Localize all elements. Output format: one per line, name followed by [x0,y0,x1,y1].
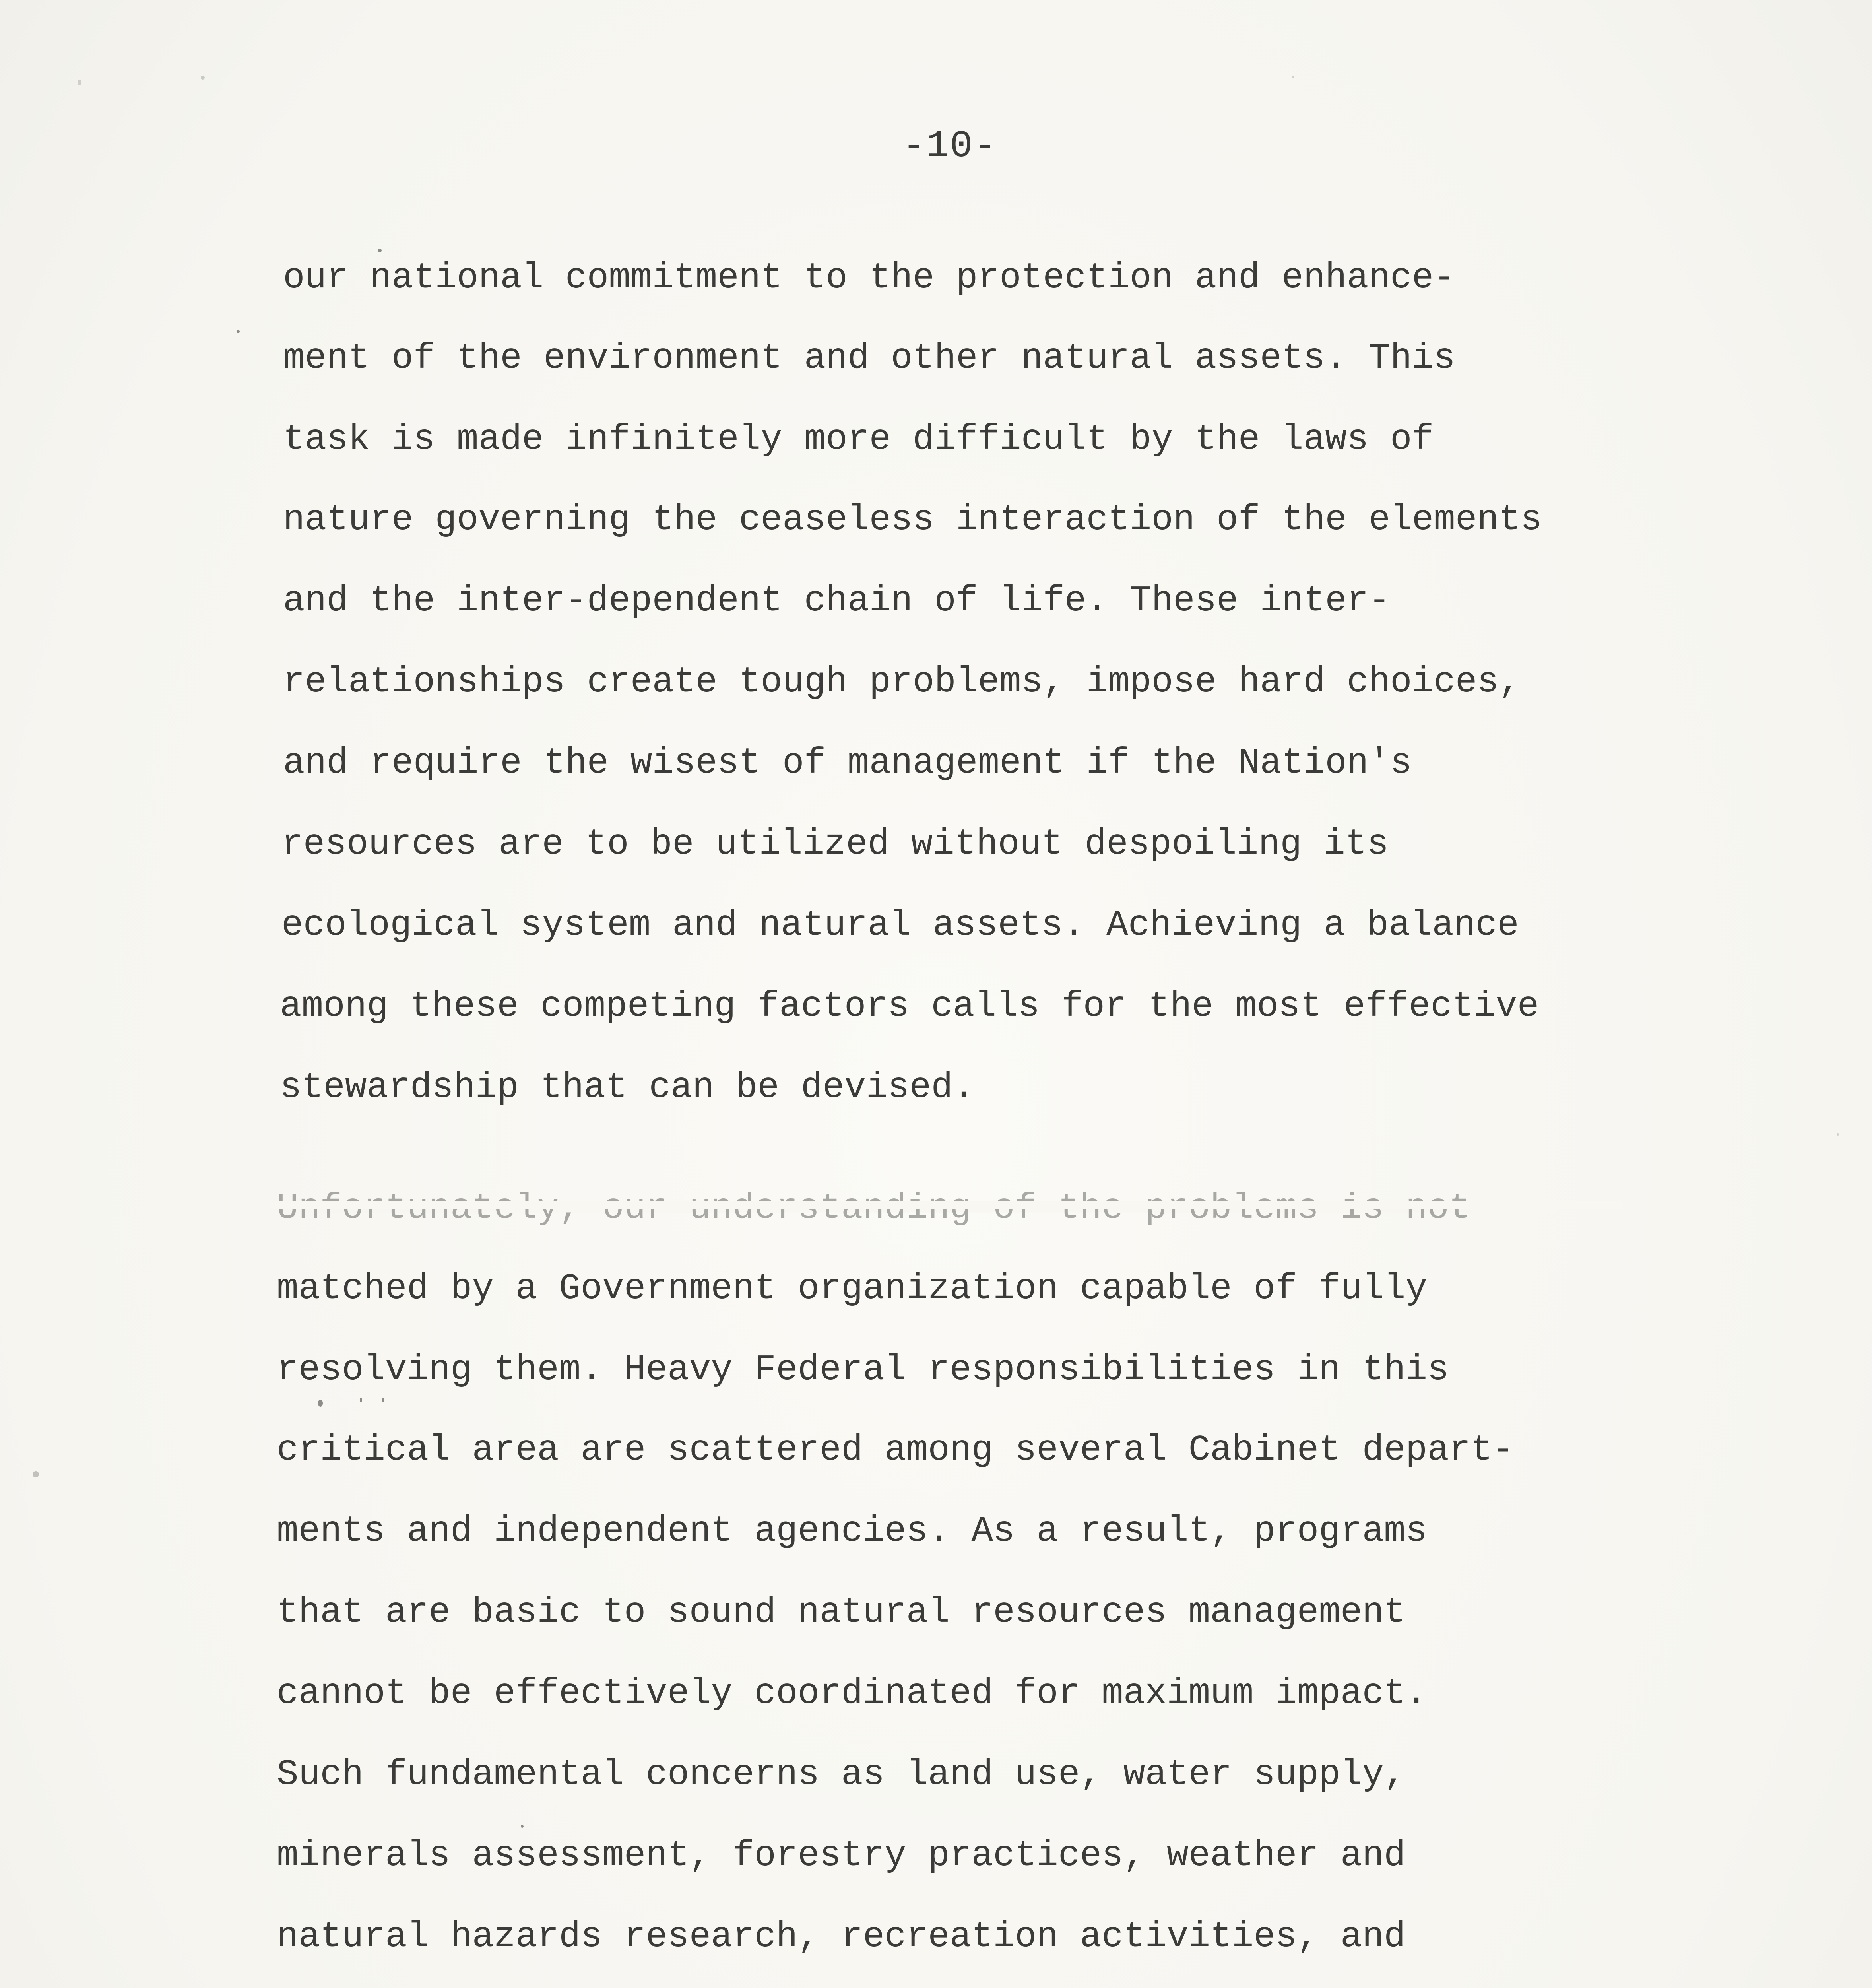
text-line: task is made infinitely more difficult by the laws of [283,419,1434,460]
paper-speck [237,330,240,333]
text-line: ments and independent agencies. As a result, programs [277,1511,1428,1552]
text-line: among these competing factors calls for the most effective [280,986,1539,1027]
paper-speck [1292,76,1294,78]
text-line: relationships create tough problems, impose hard choices, [283,662,1521,703]
text-line: ecological system and natural assets. Achieving a balance [281,905,1519,946]
paper-speck [318,1400,323,1407]
ribbon-fade-artifact [270,1201,1622,1209]
paper-speck [521,1825,524,1828]
text-line: matched by a Government organization capable of fully [277,1268,1428,1309]
text-line: and the inter-dependent chain of life. These inter- [283,580,1391,621]
text-line: resolving them. Heavy Federal responsibilities in this [277,1349,1449,1390]
page-number: -10- [902,124,997,168]
text-line: nature governing the ceaseless interaction of the elements [283,499,1542,540]
text-line: and require the wisest of management if the Nation's [283,743,1412,784]
text-line: ment of the environment and other natural assets. This [283,338,1455,379]
paper-speck [360,1398,362,1402]
text-line: minerals assessment, forestry practices, weather and [277,1835,1406,1876]
text-line: critical area are scattered among several Cabinet depart- [277,1430,1514,1471]
text-line: natural hazards research, recreation activities, and [277,1916,1406,1957]
text-line: cannot be effectively coordinated for maximum impact. [277,1673,1428,1714]
paper-speck [1837,1133,1839,1136]
text-line: that are basic to sound natural resources management [277,1592,1406,1633]
paper-speck [201,76,205,80]
text-line: stewardship that can be devised. [280,1067,975,1108]
paper-speck [33,1471,39,1477]
paper-speck [78,80,81,85]
paper-speck [378,248,382,252]
text-line: resources are to be utilized without despoiling its [281,824,1389,865]
paper-speck [382,1398,384,1402]
text-line: our national commitment to the protection and enhance- [283,258,1455,299]
text-line: Such fundamental concerns as land use, water supply, [277,1754,1406,1795]
